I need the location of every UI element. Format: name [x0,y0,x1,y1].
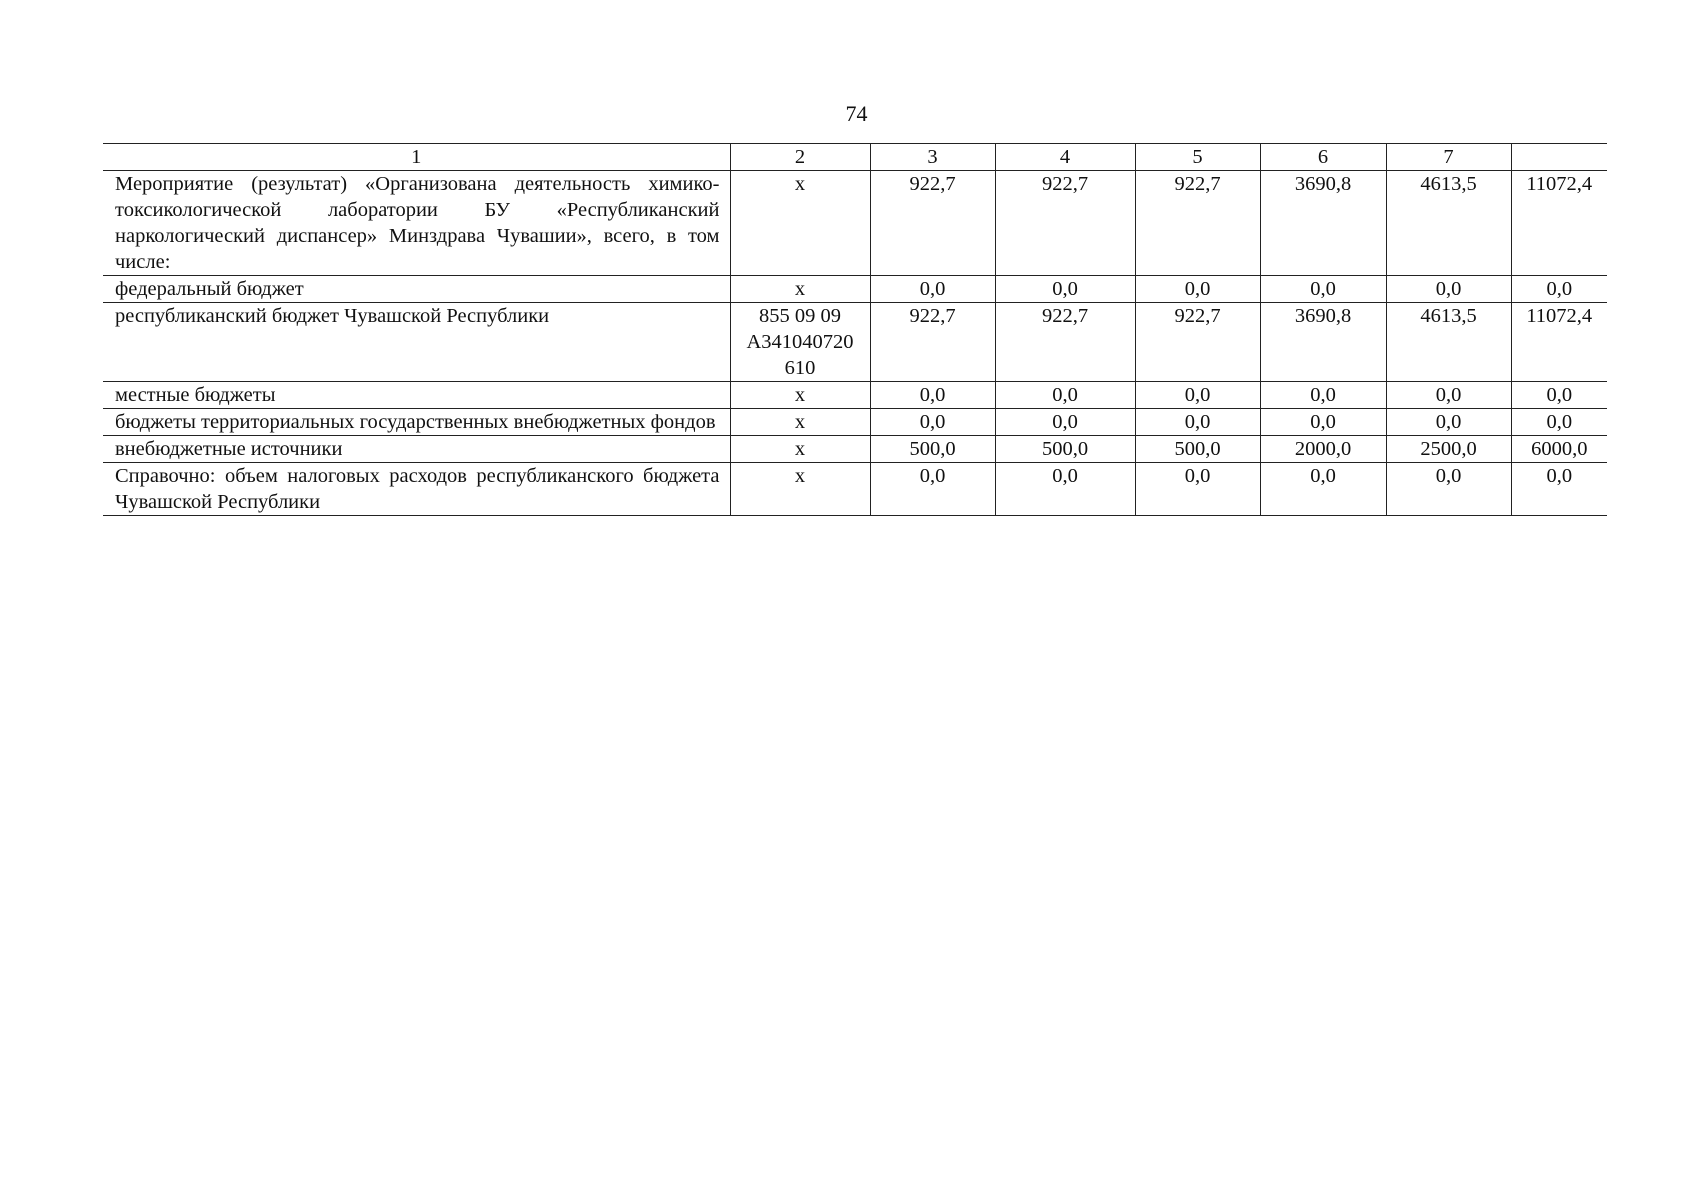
row-value: 4613,5 [1386,303,1511,382]
row-value: 0,0 [870,276,995,303]
row-label: республиканский бюджет Чувашской Республики [103,303,730,382]
table-row [103,409,1607,436]
row-value: 922,7 [995,171,1135,276]
header-cell-8 [1511,144,1607,171]
row-value: 11072,4 [1511,171,1607,276]
row-value: 0,0 [1135,276,1260,303]
row-value: 0,0 [1260,276,1386,303]
row-label: бюджеты территориальных государственных внебюджетных фондов [103,409,730,436]
header-cell-1: 1 [103,144,730,171]
row-value: 500,0 [1135,436,1260,463]
row-code: x [730,463,870,516]
row-value: 922,7 [1135,171,1260,276]
header-cell-7: 7 [1386,144,1511,171]
row-value: 2500,0 [1386,436,1511,463]
row-value: 922,7 [1135,303,1260,382]
row-value: 0,0 [995,382,1135,409]
row-code: x [730,276,870,303]
header-row [103,144,1607,171]
row-code: 855 09 09 А341040720 610 [730,303,870,382]
header-cell-4: 4 [995,144,1135,171]
row-value: 0,0 [870,409,995,436]
row-value: 500,0 [995,436,1135,463]
row-value: 11072,4 [1511,303,1607,382]
row-label: внебюджетные источники [103,436,730,463]
row-value: 2000,0 [1260,436,1386,463]
row-value: 0,0 [1511,276,1607,303]
row-value: 922,7 [870,303,995,382]
header-cell-3: 3 [870,144,995,171]
row-label: Справочно: объем налоговых расходов республиканского бюджета Чувашской Республики [103,463,730,516]
row-value: 0,0 [1511,463,1607,516]
row-value: 0,0 [870,382,995,409]
table-row [103,463,1607,516]
row-value: 0,0 [1135,409,1260,436]
table-row [103,303,1607,382]
row-value: 0,0 [995,409,1135,436]
row-value: 6000,0 [1511,436,1607,463]
table-row [103,276,1607,303]
row-value: 922,7 [995,303,1135,382]
row-value: 0,0 [870,463,995,516]
budget-table [103,143,1607,516]
row-value: 0,0 [1386,382,1511,409]
row-value: 0,0 [1386,463,1511,516]
row-value: 0,0 [1135,382,1260,409]
row-value: 0,0 [1511,382,1607,409]
row-value: 4613,5 [1386,171,1511,276]
row-value: 0,0 [1511,409,1607,436]
page-number: 74 [845,101,868,126]
row-value: 0,0 [1260,463,1386,516]
row-code: x [730,409,870,436]
header-cell-5: 5 [1135,144,1260,171]
row-value: 0,0 [1260,409,1386,436]
row-value: 0,0 [1386,276,1511,303]
header-cell-2: 2 [730,144,870,171]
row-value: 500,0 [870,436,995,463]
row-value: 3690,8 [1260,171,1386,276]
row-code: x [730,382,870,409]
row-label: федеральный бюджет [103,276,730,303]
row-value: 0,0 [995,463,1135,516]
row-value: 922,7 [870,171,995,276]
row-code: x [730,171,870,276]
row-value: 0,0 [1386,409,1511,436]
row-label: местные бюджеты [103,382,730,409]
row-value: 0,0 [995,276,1135,303]
row-value: 3690,8 [1260,303,1386,382]
row-value: 0,0 [1260,382,1386,409]
row-code: x [730,436,870,463]
table-row [103,382,1607,409]
table-row [103,436,1607,463]
table-row [103,171,1607,276]
header-cell-6: 6 [1260,144,1386,171]
row-label: Мероприятие (результат) «Организована деятельность химико-токсикологической лаборатории БУ «Республиканский наркологический диспансер» Минздрава Чувашии», всего, в том числе: [103,171,730,276]
row-value: 0,0 [1135,463,1260,516]
